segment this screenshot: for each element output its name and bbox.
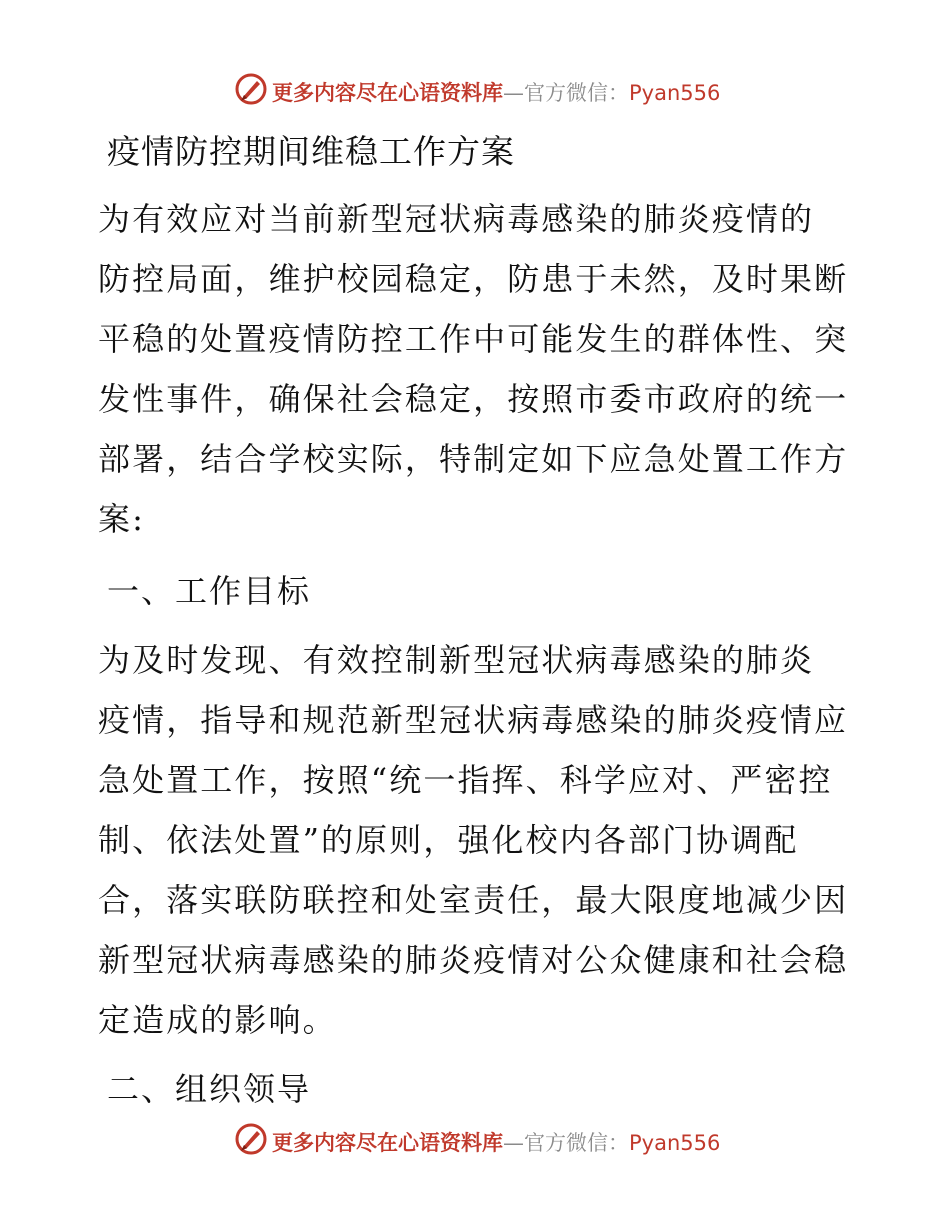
paragraph-line: 新型冠状病毒感染的肺炎疫情对公众健康和社会稳 <box>98 941 849 979</box>
goals-paragraph <box>98 630 858 1050</box>
banner-wechat-id: Pyan556 <box>629 81 721 105</box>
paragraph-line: 部署，结合学校实际，特制定如下应急处置工作方 <box>98 440 849 478</box>
banner-wechat-label: —官方微信： <box>503 81 629 105</box>
intro-paragraph <box>98 189 858 549</box>
banner-site-name: 更多内容尽在心语资料库 <box>272 81 503 105</box>
pen-logo-icon <box>234 1122 268 1156</box>
paragraph-line: 防控局面，维护校园稳定，防患于未然，及时果断 <box>98 260 849 298</box>
footer-banner <box>0 1120 950 1160</box>
banner-text <box>272 1127 720 1157</box>
document-title: 疫情防控期间维稳工作方案 <box>107 132 515 171</box>
paragraph-line: 为有效应对当前新型冠状病毒感染的肺炎疫情的 <box>98 200 815 238</box>
paragraph-line: 定造成的影响。 <box>98 1001 337 1039</box>
banner-site-name: 更多内容尽在心语资料库 <box>272 1131 503 1155</box>
banner-text <box>272 77 720 107</box>
paragraph-line: 合，落实联防联控和处室责任，最大限度地减少因 <box>98 881 849 919</box>
paragraph-line: 平稳的处置疫情防控工作中可能发生的群体性、突 <box>98 320 849 358</box>
section-heading-goals: 一、工作目标 <box>107 572 312 610</box>
paragraph-line: 案: <box>98 500 145 538</box>
paragraph-line: 急处置工作，按照“统一指挥、科学应对、严密控 <box>98 761 833 799</box>
paragraph-line: 为及时发现、有效控制新型冠状病毒感染的肺炎 <box>98 641 815 679</box>
banner-wechat-label: —官方微信： <box>503 1131 629 1155</box>
section-heading-organization: 二、组织领导 <box>107 1070 312 1108</box>
header-banner <box>0 70 950 110</box>
pen-logo-icon <box>234 72 268 106</box>
banner-wechat-id: Pyan556 <box>629 1131 721 1155</box>
paragraph-line: 制、依法处置”的原则，强化校内各部门协调配 <box>98 821 799 859</box>
paragraph-line: 发性事件，确保社会稳定，按照市委市政府的统一 <box>98 380 849 418</box>
paragraph-line: 疫情，指导和规范新型冠状病毒感染的肺炎疫情应 <box>98 701 849 739</box>
